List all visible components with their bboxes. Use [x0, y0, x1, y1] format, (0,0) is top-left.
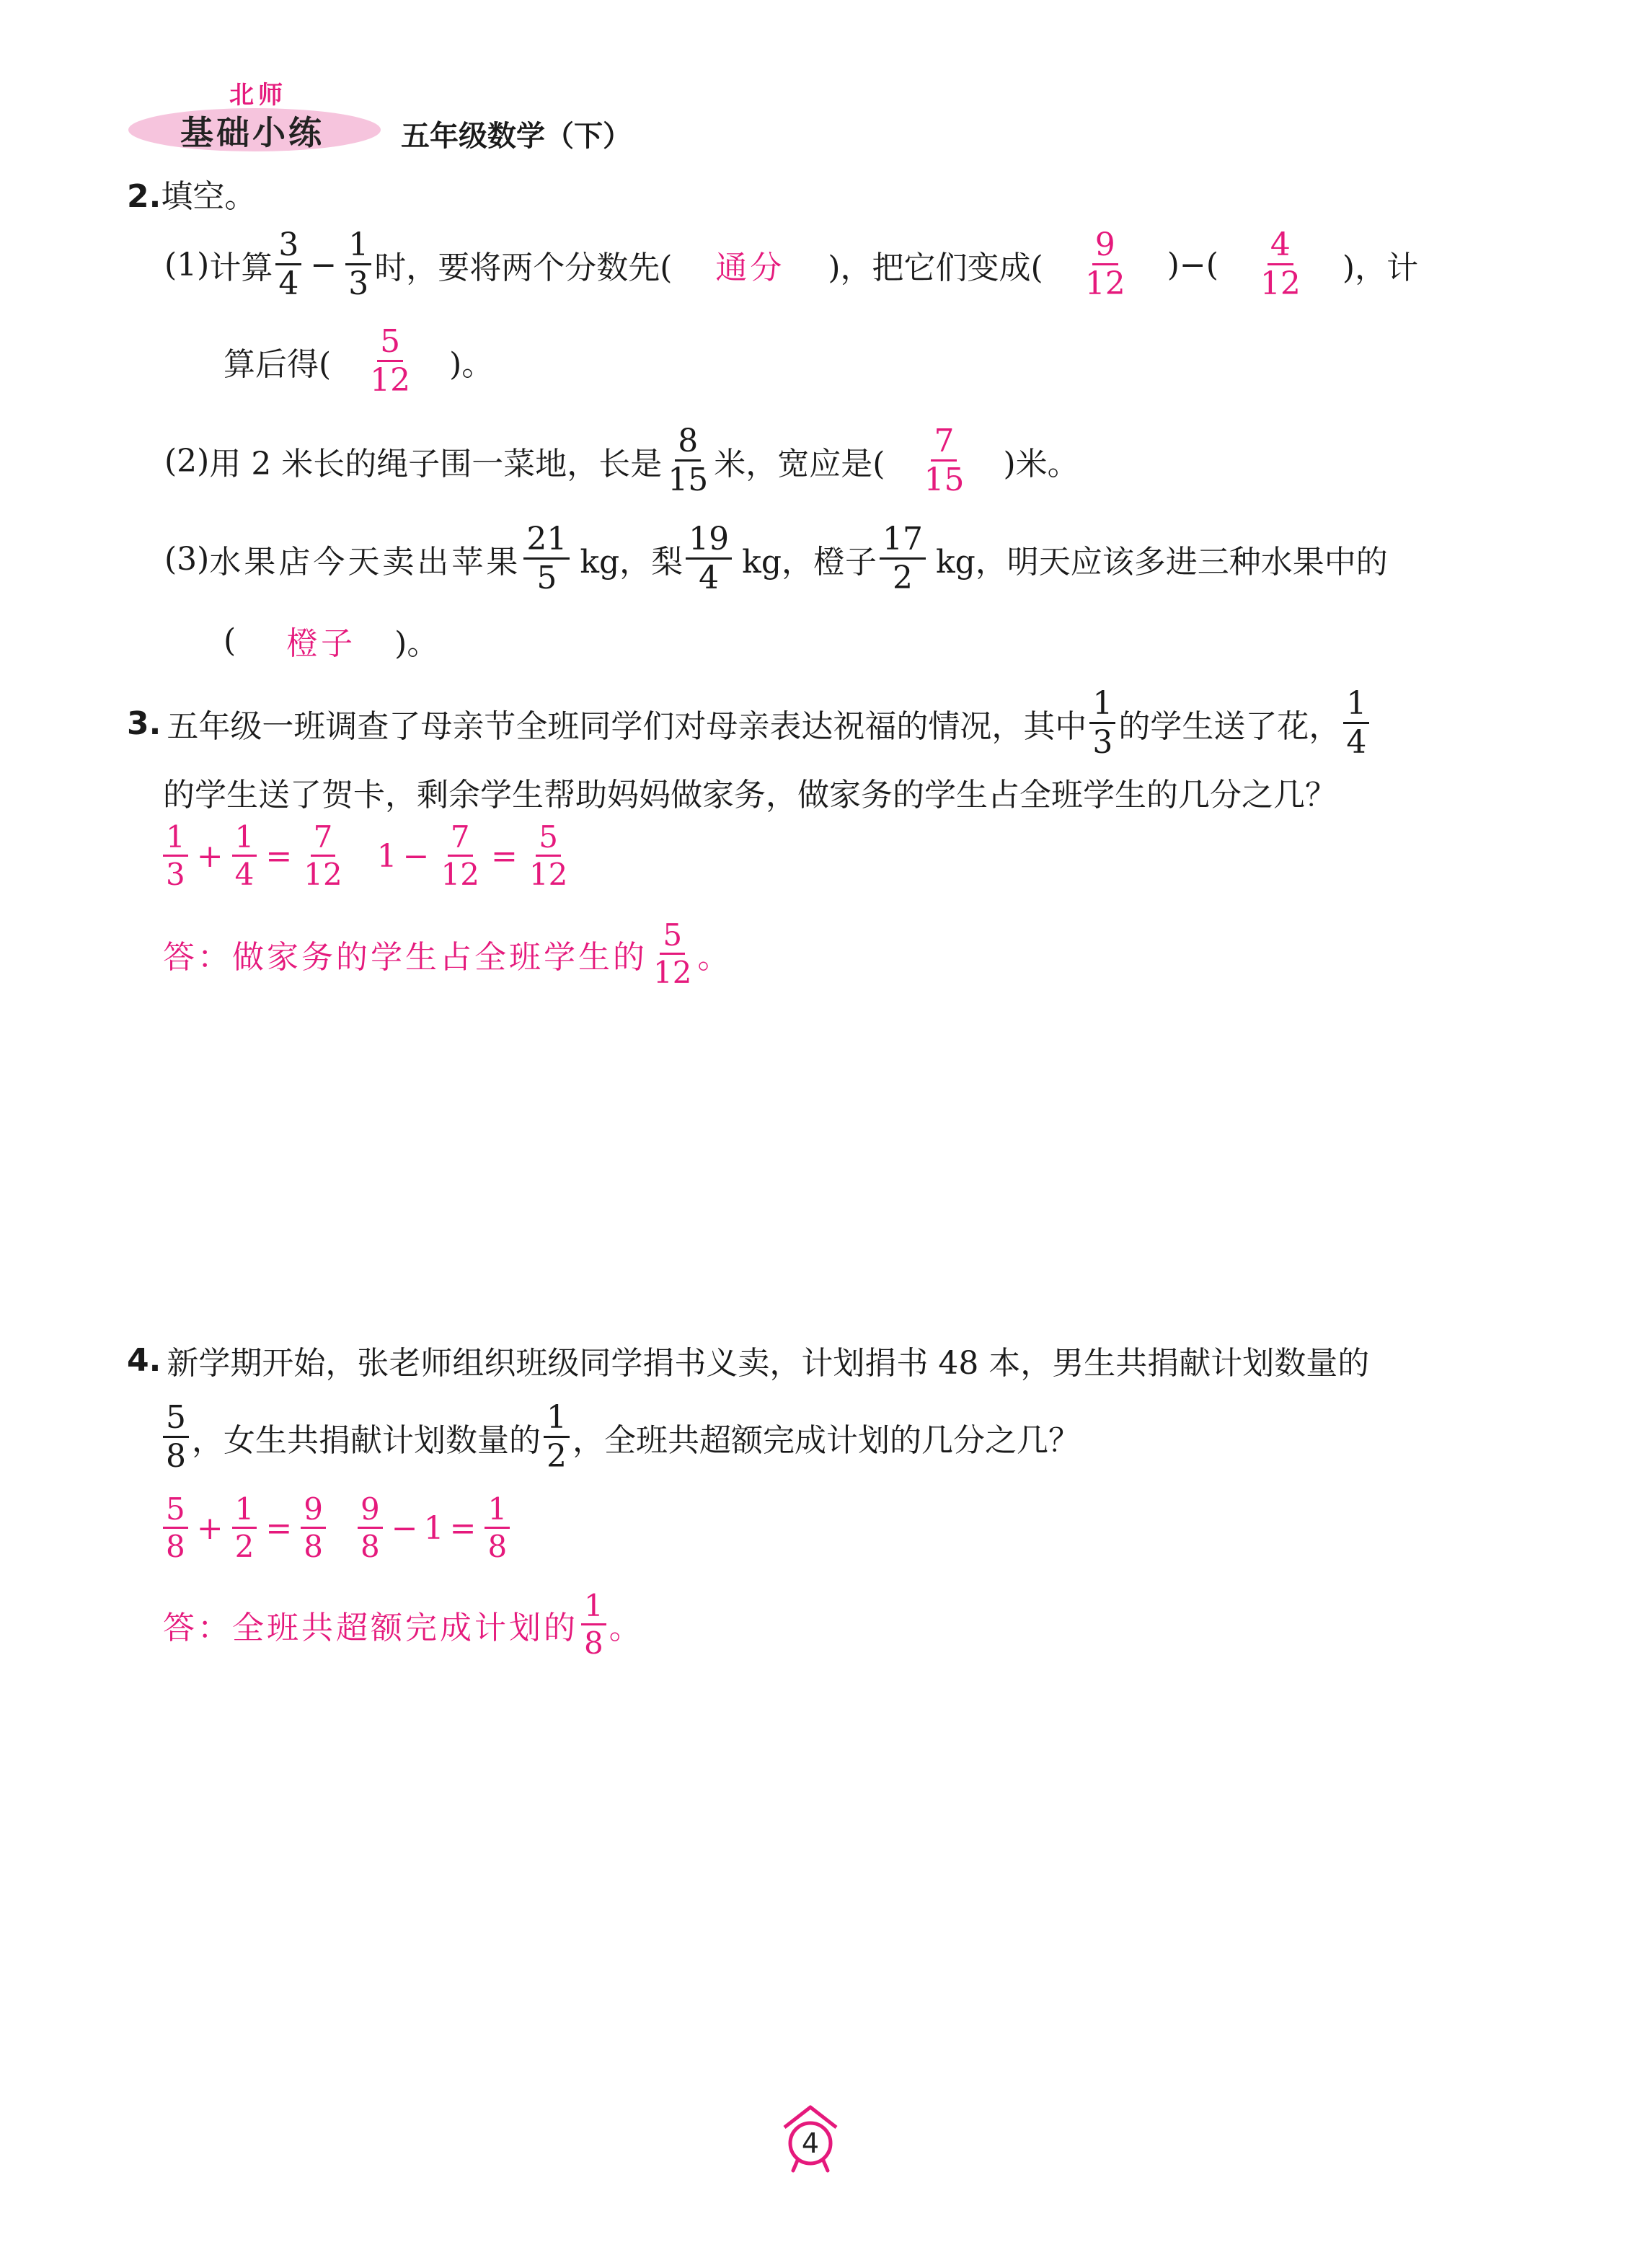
fraction: $\frac{1}{3}$: [1089, 688, 1115, 759]
q2-title: 填空。: [161, 178, 257, 215]
q4-work: [160, 1491, 513, 1564]
period: 。: [609, 1610, 641, 1646]
brand-main: 基础小练: [180, 113, 324, 152]
q2-p3-label: (3): [164, 540, 210, 578]
q3-text-b: 的学生送了花，: [1118, 708, 1341, 745]
fraction: $\frac{9}{8}$: [301, 1494, 326, 1562]
q3-text-a: 五年级一班调查了母亲节全班同学们对母亲表达祝福的情况，其中: [167, 708, 1087, 745]
q2-p1-label: (1): [164, 246, 210, 283]
period: 。: [697, 939, 730, 976]
q3-number: 3.: [127, 705, 162, 742]
fraction: $\frac{21}{5}$: [523, 524, 570, 594]
fraction: $\frac{1}{3}$: [345, 229, 371, 300]
fraction: $\frac{17}{2}$: [880, 524, 926, 594]
q2-p3-unit2: kg，橙子: [742, 544, 877, 581]
fraction: $\frac{3}{4}$: [275, 229, 301, 300]
q4-answer: [163, 1588, 641, 1661]
fraction: $\frac{9}{8}$: [358, 1494, 383, 1562]
equals-sign: =: [265, 1509, 293, 1547]
q2-heading: [127, 170, 256, 216]
fraction: $\frac{7}{12}$: [441, 819, 479, 892]
q4-answer-text: 答：全班共超额完成计划的: [163, 1610, 578, 1646]
answer-fraction: $\frac{5}{12}$: [370, 323, 411, 399]
fraction: $\frac{1}{3}$: [163, 822, 188, 890]
q2-p3-unit1: kg，梨: [580, 544, 684, 581]
minus-sign: −: [310, 246, 337, 283]
one: 1: [423, 1509, 444, 1547]
q2-p1-text-g: )。: [449, 346, 494, 383]
q2-p1-text-d: )−(: [1167, 246, 1218, 283]
brand-small: 北师: [229, 81, 287, 110]
q4-line1: [127, 1337, 1369, 1383]
page-number: 4: [801, 2127, 820, 2159]
answer-tongfen: 通分: [715, 250, 785, 286]
q2-p2-label: (2): [164, 442, 210, 480]
q2-p1-text-b: 时，要将两个分数先(: [374, 250, 673, 286]
answer-fraction: $\frac{7}{15}$: [924, 423, 965, 498]
equals-sign: =: [265, 837, 293, 875]
plus-sign: +: [196, 837, 224, 875]
fraction: $\frac{1}{2}$: [232, 1494, 257, 1562]
equals-sign: =: [491, 837, 518, 875]
q4-text-b: ，女生共捐献计划数量的: [192, 1422, 541, 1459]
q3-line2: 的学生送了贺卡，剩余学生帮助妈妈做家务，做家务的学生占全班学生的几分之几？: [163, 777, 1337, 813]
answer-fraction: $\frac{4}{12}$: [1260, 226, 1301, 302]
paren-open: (: [224, 622, 236, 659]
q2-p2-text-b: 米，宽应是(: [714, 446, 885, 482]
q4-line2: [160, 1399, 1080, 1475]
fraction: $\frac{5}{8}$: [163, 1402, 189, 1473]
q2-p1-text-a: 计算: [209, 250, 273, 286]
q2-part3-line1: [164, 521, 1388, 596]
fraction: $\frac{7}{12}$: [304, 819, 342, 892]
q2-part2: [164, 425, 1079, 496]
q2-p1-text-f: 算后得(: [224, 346, 332, 383]
answer-fraction: $\frac{9}{12}$: [1084, 226, 1125, 302]
q2-number: 2.: [127, 178, 162, 215]
fraction: $\frac{1}{8}$: [485, 1494, 510, 1562]
q2-p3-text-a: 水果店今天卖出苹果: [209, 544, 521, 581]
answer-orange: 橙子: [286, 625, 356, 662]
q2-p3-text-b: kg，明天应该多进三种水果中的: [935, 544, 1388, 581]
q2-p2-text-a: 用 2 米长的绳子围一菜地，长是: [209, 446, 663, 482]
q2-p1-text-c: )，把它们变成(: [828, 250, 1043, 286]
fraction: $\frac{1}{4}$: [232, 822, 257, 890]
q2-p2-text-c: )米。: [1003, 446, 1079, 482]
fraction: $\frac{8}{15}$: [668, 423, 709, 498]
fraction: $\frac{19}{4}$: [686, 524, 732, 594]
minus-sign: −: [402, 837, 430, 875]
q2-part1-line2: [224, 323, 494, 399]
equals-sign: =: [449, 1509, 477, 1547]
q4-text-c: ，全班共超额完成计划的几分之几？: [572, 1422, 1080, 1459]
fraction: $\frac{1}{8}$: [581, 1591, 606, 1659]
plus-sign: +: [196, 1509, 224, 1547]
q3-line1: [127, 685, 1372, 761]
fraction: $\frac{5}{12}$: [528, 819, 568, 892]
q3-answer-text: 答：做家务的学生占全班学生的: [163, 939, 647, 976]
fraction: $\frac{5}{12}$: [653, 917, 692, 990]
q2-part3-line2: [224, 617, 438, 663]
fraction: $\frac{5}{8}$: [163, 1494, 188, 1562]
q2-part1-line1: [164, 226, 1419, 302]
fraction: $\frac{1}{2}$: [544, 1402, 570, 1473]
q4-number: 4.: [127, 1341, 162, 1379]
q3-work: [160, 819, 573, 892]
fraction: $\frac{1}{4}$: [1343, 688, 1369, 759]
paren-close: )。: [394, 625, 439, 662]
minus-sign: −: [391, 1509, 418, 1547]
q3-answer: [163, 917, 730, 990]
one: 1: [376, 837, 397, 875]
q4-text-a: 新学期开始，张老师组织班级同学捐书义卖，计划捐书 48 本，男生共捐献计划数量的: [167, 1345, 1370, 1382]
book-title: 五年级数学（下）: [401, 120, 632, 153]
q2-p1-text-e: )，计: [1342, 250, 1419, 286]
